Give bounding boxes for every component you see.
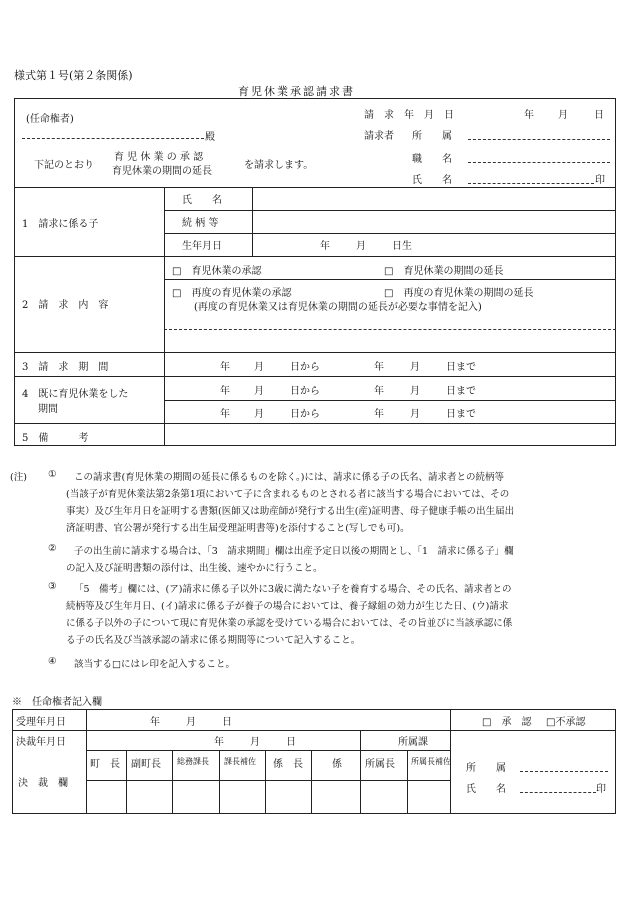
prev2-from-month: 月 [254, 409, 264, 420]
role-mayor: 町 長 [90, 759, 120, 770]
child-relation-label: 続 柄 等 [182, 218, 219, 229]
received-day: 日 [222, 717, 232, 728]
note-1-mark: ① [48, 469, 57, 480]
prev2-to-month: 月 [410, 409, 420, 420]
section-4-label-2: 期間 [38, 404, 58, 415]
authority-name-field[interactable] [520, 792, 596, 793]
position-field[interactable] [468, 162, 610, 163]
note-3-line-1: 「5 備考」欄には、(ア)請求に係る子以外に3歳に満たない子を養育する場合、その氏名、請求者との [74, 584, 512, 595]
prev2-from-year: 年 [220, 409, 230, 420]
role-dept-head: 所属長 [365, 759, 395, 770]
prev2-to-year: 年 [374, 409, 384, 420]
birth-year: 年 [320, 241, 330, 252]
notes-prefix: (注) [10, 472, 27, 483]
prev1-from-month: 月 [254, 386, 264, 397]
affiliation-label: 所 属 [412, 131, 452, 142]
note-2-mark: ② [48, 543, 57, 554]
position-label: 職 名 [412, 154, 452, 165]
seal-mark: 印 [595, 175, 605, 186]
note-3-line-4: る子の氏名及び当該承認の請求に係る期間等について記入すること。 [66, 635, 361, 646]
note-1-line-1: この請求書(育児休業の期間の延長に係るものを除く。)には、請求に係る子の氏名、請求者との続柄等 [74, 472, 504, 483]
authority-affiliation-field[interactable] [520, 771, 608, 772]
page-title: 育児休業承認請求書 [238, 85, 355, 98]
period-to-month: 月 [410, 362, 420, 373]
option-reason-note: (再度の育児休業又は育児休業の期間の延長が必要な事情を記入) [194, 302, 482, 313]
form-number: 様式第１号(第２条関係) [14, 69, 133, 82]
requester-label: 請求者 [364, 131, 394, 142]
prev1-to-month: 月 [410, 386, 420, 397]
prev1-to-day: 日まで [446, 386, 476, 397]
period-to-day: 日まで [446, 362, 476, 373]
prev2-to-day: 日まで [446, 409, 476, 420]
period-from-year: 年 [220, 362, 230, 373]
request-date-day: 日 [594, 110, 604, 121]
intro-right: を請求します。 [244, 160, 314, 171]
note-1-line-2: (当該子が育児休業法第2条第1項において子に含まれるものとされる者に該当する場合においては、その [66, 489, 510, 500]
affiliation-field[interactable] [468, 139, 610, 140]
name-label: 氏 名 [412, 175, 452, 186]
section-3-label: 3 請 求 期 間 [22, 362, 109, 373]
note-4-line: 該当する□にはレ印を記入すること。 [74, 659, 235, 670]
note-1-line-3: 事実）及び生年月日を証明する書類(医師又は助産師が発行する出生(産)証明書、母子健康手帳の出生届出 [66, 506, 515, 517]
intro-option-1: 育 児 休 業 の 承 認 [114, 152, 204, 163]
option-reextension-checkbox[interactable]: □ 再度の育児休業の期間の延長 [384, 288, 534, 299]
authority-affiliation-label: 所 属 [466, 763, 506, 774]
disapprove-checkbox[interactable]: □不承認 [546, 717, 586, 728]
period-from-day: 日から [290, 362, 320, 373]
dept-label: 所属課 [398, 737, 428, 748]
option-reapproval-checkbox[interactable]: □ 再度の育児休業の承認 [172, 288, 292, 299]
note-3-mark: ③ [48, 581, 57, 592]
intro-left: 下記のとおり [34, 160, 94, 171]
note-1-line-4: 済証明書、官公署が発行する出生届受理証明書等)を添付すること(写しでも可)。 [66, 523, 410, 534]
received-year: 年 [150, 717, 160, 728]
authority-seal-mark: 印 [596, 784, 606, 795]
role-assistant-chief: 課長補佐 [224, 757, 256, 766]
prev1-from-day: 日から [290, 386, 320, 397]
request-date-label: 請 求 年 月 日 [364, 110, 454, 121]
role-general-affairs-chief: 総務課長 [177, 757, 209, 766]
decision-column-label: 決 裁 欄 [18, 778, 68, 789]
option-extension-checkbox[interactable]: □ 育児休業の期間の延長 [384, 266, 504, 277]
child-birthdate-label: 生年月日 [182, 241, 222, 252]
received-month: 月 [186, 717, 196, 728]
section-1-label: 1 請求に係る子 [22, 219, 99, 230]
approve-checkbox[interactable]: □ 承 認 [482, 717, 532, 728]
decision-date-label: 決裁年月日 [16, 737, 66, 748]
authority-name-label: 氏 名 [466, 784, 506, 795]
section-4-label: 4 既に育児休業をした [22, 389, 129, 400]
role-deputy-mayor: 副町長 [131, 759, 161, 770]
section-5-label: 5 備 考 [22, 433, 89, 444]
request-date-year: 年 [524, 110, 534, 121]
period-from-month: 月 [254, 362, 264, 373]
decision-day: 日 [286, 737, 296, 748]
note-4-mark: ④ [48, 656, 57, 667]
role-staff: 係 [332, 759, 342, 770]
section-2-label: 2 請 求 内 容 [22, 300, 109, 311]
role-section-chief: 係 長 [273, 759, 303, 770]
prev1-to-year: 年 [374, 386, 384, 397]
decision-year: 年 [214, 737, 224, 748]
note-3-line-2: 続柄等及び生年月日、(イ)請求に係る子が養子の場合においては、養子縁組の効力が生じた日、(ウ)請求 [66, 601, 509, 612]
note-3-line-3: に係る子以外の子について現に育児休業の承認を受けている場合においては、その旨並びに当該承認に係 [66, 618, 513, 629]
request-date-month: 月 [558, 110, 568, 121]
authority-heading: ※ 任命権者記入欄 [12, 697, 102, 708]
note-2-line-2: の記入及び証明書類の添付は、出生後、速やかに行うこと。 [66, 563, 323, 574]
decision-month: 月 [250, 737, 260, 748]
note-2-line-1: 子の出生前に請求する場合は、「3 請求期間」欄は出産予定日以後の期間とし、「1 請求に係る子」欄 [74, 546, 514, 557]
birth-day: 日生 [392, 241, 412, 252]
appointer-field[interactable] [22, 138, 204, 139]
child-name-label: 氏 名 [182, 195, 222, 206]
name-field[interactable] [468, 183, 594, 184]
role-dept-assistant: 所属長補佐 [411, 757, 451, 766]
prev2-from-day: 日から [290, 409, 320, 420]
received-date-label: 受理年月日 [16, 717, 66, 728]
birth-month: 月 [356, 241, 366, 252]
option-approval-checkbox[interactable]: □ 育児休業の承認 [172, 266, 262, 277]
intro-option-2: 育児休業の期間の延長 [112, 166, 212, 177]
period-to-year: 年 [374, 362, 384, 373]
prev1-from-year: 年 [220, 386, 230, 397]
tono-label: 殿 [205, 132, 215, 143]
appointer-label: (任命権者) [26, 114, 74, 125]
